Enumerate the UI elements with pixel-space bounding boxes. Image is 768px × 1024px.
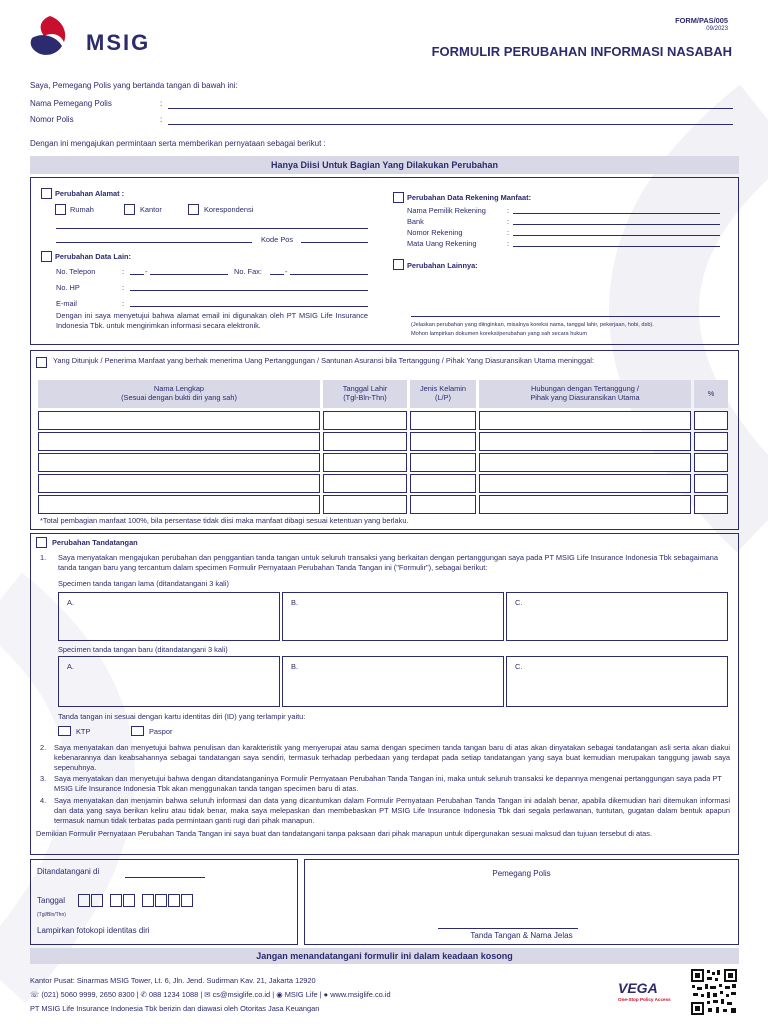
holder-label: Pemegang Polis [492,869,551,878]
beneficiary-name-cell[interactable] [38,432,320,451]
vega-logo [616,980,678,1006]
beneficiary-gender-cell[interactable] [410,495,476,514]
phone-number-field[interactable] [150,274,228,275]
beneficiary-gender-cell[interactable] [410,474,476,493]
colon: : [507,228,510,237]
vega-tagline: One-Stop Policy Access [618,997,671,1002]
email-label: E-mail [56,299,77,308]
new-signature-b[interactable]: B. [282,656,504,707]
other-data-checkbox[interactable] [41,251,52,262]
footer-address: Kantor Pusat: Sinarmas MSIG Tower, Lt. 6, Jln. Jend. Sudirman Kav. 21, Jakarta 12920 [30,976,316,985]
beneficiary-birth-date-cell[interactable] [323,411,407,430]
policyholder-name-field[interactable] [168,108,733,109]
request-statement: Dengan ini mengajukan permintaan serta memberikan pernyataan sebagai berikut : [30,139,326,148]
beneficiary-name-cell[interactable] [38,495,320,514]
phone-icon: ☏ [30,990,40,999]
phone-dash: - [145,267,148,276]
beneficiary-gender-cell[interactable] [410,453,476,472]
signing-place-field[interactable] [125,877,205,878]
address-line-1[interactable] [56,228,368,229]
colon: : [160,115,163,124]
globe-icon: ● [323,990,329,999]
footer-social[interactable]: MSIG Life [284,990,318,999]
beneficiary-relationship-cell[interactable] [479,474,691,493]
beneficiary-percent-cell[interactable] [694,432,728,451]
warning-band: Jangan menandatangani formulir ini dalam keadaan kosong [30,948,739,964]
holder-signature-line[interactable] [438,928,578,929]
item-number: 3. [40,774,47,783]
currency-field[interactable] [513,246,720,247]
beneficiary-name-cell[interactable] [38,474,320,493]
account-number-label: Nomor Rekening [407,228,463,237]
other-change-checkbox[interactable] [393,259,404,270]
email-icon: ✉ [204,990,211,999]
colon: : [122,267,125,276]
date-hint: (Tgl/Bln/Thn) [37,912,66,918]
header-full-name: Nama Lengkap (Sesuai dengan bukti diri yang sah) [38,380,320,408]
date-digit-box[interactable] [168,894,180,907]
paspor-checkbox[interactable] [131,726,144,736]
email-field[interactable] [130,306,368,307]
whatsapp-icon: ✆ [140,990,147,999]
signing-place-label: Ditandatangani di [37,867,100,876]
beneficiary-gender-cell[interactable] [410,432,476,451]
header-percent: % [694,380,728,408]
beneficiary-percent-cell[interactable] [694,453,728,472]
beneficiary-relationship-cell[interactable] [479,453,691,472]
korespondensi-label: Korespondensi [204,205,254,214]
address-change-title: Perubahan Alamat : [55,189,125,198]
beneficiary-birth-date-cell[interactable] [323,474,407,493]
signature-item-1: Saya menyatakan mengajukan perubahan dan penggantian tanda tangan untuk seluruh transaksi yang berkaitan dengan pertanggungan saya pada PT MSIG Life Insurance Indonesia Tbk sebagaimana tanda tangan baru yang tercantum dalam specimen Formulir Pernyataan Perubahan Tanda Tangan ini ("Formulir"), sebagai berikut: [58,553,719,572]
other-change-title: Perubahan Lainnya: [407,261,478,270]
colon: : [122,299,125,308]
kantor-label: Kantor [140,205,162,214]
footer-phone: (021) 5060 9999, 2650 8300 [41,990,135,999]
beneficiary-note: *Total pembagian manfaat 100%, bila persentase tidak diisi maka manfaat dibagi sesuai ketentuan yang berlaku. [40,516,409,525]
msig-swoosh-icon [28,14,72,58]
footer-contacts: ☏ (021) 5060 9999, 2650 8300 | ✆ 088 1234 1088 | ✉ cs@msiglife.co.id | ◉ MSIG Life | ● www.msiglife.co.id [30,990,391,999]
signature-closing: Demikian Formulir Pernyataan Perubahan Tanda Tangan ini saya buat dan tandatangani tanpa paksaan dari pihak manapun untuk dipergunakan sesuai maksud dan tujuan tersebut di atas. [36,829,653,838]
item-number: 2. [40,743,47,752]
signature-item-4: Saya menyatakan dan menjamin bahwa seluruh informasi dan data yang dicantumkan dalam Formulir Pernyataan Perubahan Tanda Tangan ini adalah benar, apabila dikemudian hari ditemukan informasi dan data yang saya berikan keliru atau tidak benar, maka saya melepaskan dan membebaskan PT MSIG Life Insurance Indonesia Tbk dari segala perlawanan, tuntutan, gugatan dalam bentuk apapun termasuk namun tidak terbatas pada permintaan ganti rugi dari pihak manapun. [54,796,730,825]
policy-number-field[interactable] [168,124,733,125]
beneficiary-checkbox[interactable] [36,357,47,368]
old-specimen-label: Specimen tanda tangan lama (ditandatangani 3 kali) [58,579,229,588]
account-owner-label: Nama Pemilik Rekening [407,206,486,215]
phone-area-field[interactable] [130,274,144,275]
email-consent: Dengan ini saya menyetujui bahwa alamat email ini digunakan oleh PT MSIG Life Insurance Indonesia Tbk. untuk mengirimkan informasi secara elektronik. [56,311,368,330]
policy-number-label: Nomor Polis [30,115,74,124]
date-digit-box[interactable] [142,894,154,907]
header-birth-date: Tanggal Lahir (Tgl-Bln-Thn) [323,380,407,408]
phone-label: No. Telepon [56,267,96,276]
rumah-checkbox[interactable] [55,204,66,215]
colon: : [507,239,510,248]
kantor-checkbox[interactable] [124,204,135,215]
footer-regulator: PT MSIG Life Insurance Indonesia Tbk berizin dan diawasi oleh Otoritas Jasa Keuangan [30,1004,320,1013]
beneficiary-percent-cell[interactable] [694,495,728,514]
ktp-checkbox[interactable] [58,726,71,736]
account-owner-field[interactable] [513,213,720,214]
item-number: 1. [40,553,47,562]
header-relationship: Hubungan dengan Tertanggung / Pihak yang Diasuransikan Utama [479,380,691,408]
fax-area-field[interactable] [270,274,284,275]
colon: : [507,217,510,226]
colon: : [122,283,125,292]
date-digit-box[interactable] [110,894,122,907]
beneficiary-name-cell[interactable] [38,453,320,472]
bank-label: Bank [407,217,424,226]
policyholder-name-label: Nama Pemegang Polis [30,99,112,108]
new-signature-a[interactable]: A. [58,656,280,707]
social-icon: ◉ [276,990,283,999]
currency-label: Mata Uang Rekening [407,239,477,248]
date-digit-box[interactable] [123,894,135,907]
hp-label: No. HP [56,283,80,292]
vega-logo-text: VEGA [618,980,658,996]
bank-change-checkbox[interactable] [393,192,404,203]
beneficiary-percent-cell[interactable] [694,411,728,430]
msig-logo-text: MSIG [86,30,151,55]
bank-change-title: Perubahan Data Rekening Manfaat: [407,193,532,202]
footer-web[interactable]: www.msiglife.co.id [330,990,391,999]
date-digit-box[interactable] [181,894,193,907]
signature-change-checkbox[interactable] [36,537,47,548]
other-change-note-2: Mohon lampirkan dokumen koreksi/perubahan yang sah secara hukum [411,331,587,337]
beneficiary-birth-date-cell[interactable] [323,453,407,472]
beneficiary-birth-date-cell[interactable] [323,495,407,514]
new-specimen-label: Specimen tanda tangan baru (ditandatangani 3 kali) [58,645,228,654]
beneficiary-title: Yang Ditunjuk / Penerima Manfaat yang berhak menerima Uang Pertanggungan / Santunan Asuransi bila Tertanggung / Pihak Yang Diasuransikan Utama meninggal: [53,356,594,365]
signature-item-3: Saya menyatakan dan menyetujui bahwa dengan ditandatanganinya Formulir Pernyataan Perubahan Tanda Tangan ini, maka untuk seluruh transaksi ke depannya mengenai pertanggungan saya pada PT MSIG Life Insurance Indonesia Tbk akan menggunakan tanda tangan specimen baru di atas. [54,774,722,793]
qr-code-icon [690,968,738,1016]
old-signature-b[interactable]: B. [282,592,504,641]
form-date: 09/2023 [706,26,728,32]
header-gender: Jenis Kelamin (L/P) [410,380,476,408]
footer-email[interactable]: cs@msiglife.co.id [212,990,271,999]
fax-dash: - [285,267,288,276]
beneficiary-birth-date-cell[interactable] [323,432,407,451]
address-line-2[interactable] [56,242,252,243]
beneficiary-gender-cell[interactable] [410,411,476,430]
footer-whatsapp: 088 1234 1088 [148,990,199,999]
beneficiary-relationship-cell[interactable] [479,411,691,430]
new-signature-c[interactable]: C. [506,656,728,707]
signing-date-label: Tanggal [37,896,66,905]
date-digit-box[interactable] [78,894,90,907]
intro-statement: Saya, Pemegang Polis yang bertanda tangan di bawah ini: [30,81,238,90]
other-data-title: Perubahan Data Lain: [55,252,131,261]
rumah-label: Rumah [70,205,94,214]
section-band: Hanya Diisi Untuk Bagian Yang Dilakukan Perubahan [30,156,739,174]
colon: : [507,206,510,215]
hp-field[interactable] [130,290,368,291]
attach-id-label: Lampirkan fotokopi identitas diri [37,926,150,935]
old-signature-a[interactable]: A. [58,592,280,641]
old-signature-c[interactable]: C. [506,592,728,641]
colon: : [160,99,163,108]
fax-number-field[interactable] [290,274,368,275]
signature-item-2: Saya menyatakan dan menyetujui bahwa penulisan dan karakteristik yang menyerupai atau sama dengan specimen tanda tangan baru di atas akan dinyatakan sebagai tandatangan asli serta akan diakui kebenarannya dan keabsahannya sebagai tandatangan saya sendiri, termasuk terhadap perbedaan yang terdapat pada setiap tandatangan yang saya buat kemudian merupakan tanggung jawab saya sepenuhnya. [54,743,730,772]
korespondensi-checkbox[interactable] [188,204,199,215]
form-title: FORMULIR PERUBAHAN INFORMASI NASABAH [431,44,732,59]
id-card-label: Tanda tangan ini sesuai dengan kartu identitas diri (ID) yang terlampir yaitu: [58,712,306,721]
date-digit-box[interactable] [155,894,167,907]
address-change-checkbox[interactable] [41,188,52,199]
beneficiary-relationship-cell[interactable] [479,495,691,514]
date-digit-box[interactable] [91,894,103,907]
postal-code-label: Kode Pos [261,235,294,244]
item-number: 4. [40,796,47,805]
paspor-label: Paspor [149,727,173,736]
postal-code-field[interactable] [301,242,368,243]
beneficiary-percent-cell[interactable] [694,474,728,493]
account-number-field[interactable] [513,235,720,236]
ktp-label: KTP [76,727,91,736]
msig-logo [28,14,168,58]
bank-field[interactable] [513,224,720,225]
beneficiary-relationship-cell[interactable] [479,432,691,451]
fax-label: No. Fax: [234,267,262,276]
signature-change-title: Perubahan Tandatangan [52,538,138,547]
form-code: FORM/PAS/005 [675,16,728,25]
beneficiary-name-cell[interactable] [38,411,320,430]
other-change-note-1: (Jelaskan perubahan yang diinginkan, misalnya koreksi nama, tanggal lahir, pekerjaan, hobi, dsb). [411,322,654,328]
holder-signature-label: Tanda Tangan & Nama Jelas [470,931,573,940]
other-change-field[interactable] [411,316,720,317]
